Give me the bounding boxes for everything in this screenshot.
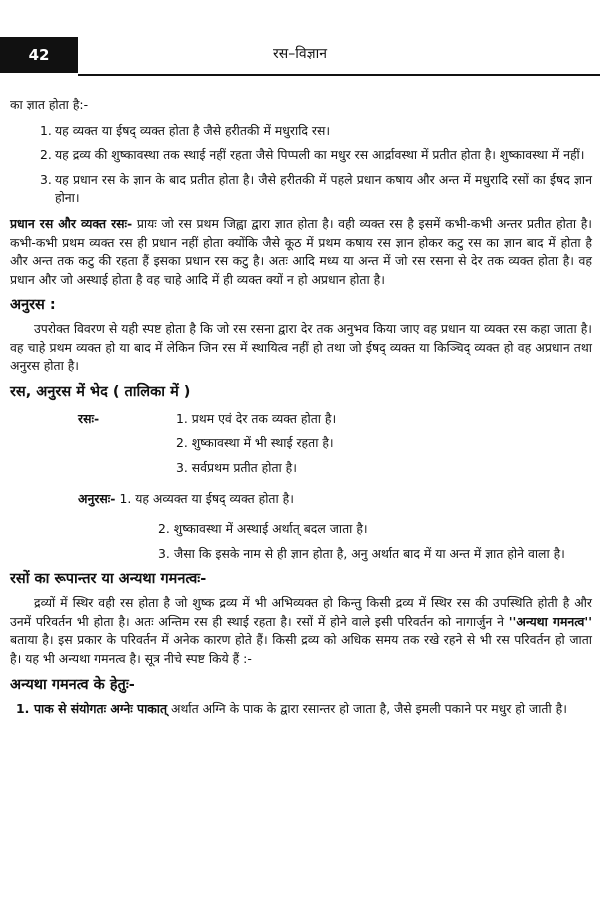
pradhan-lead: प्रधान रस और व्यक्त रसः- [10, 216, 133, 232]
cause-lead: पाक से संयोगतः अग्नेः पाकात् [34, 701, 168, 717]
pradhan-text: प्रायः जो रस प्रथम जिह्वा द्वारा ज्ञात होता है। वही व्यक्त रस है इसमें कभी-कभी अन्तर प्रतीत होता है। कभी-कभी प्रथम व्यक्त रस ही प्रधान नहीं होता क्योंकि जैसे कूठ में प्रथम कषाय रस ज्ञान होकर कटु रस का ज्ञान बाद में होता है और अन्त तक कटु की रहता हैं इसका प्रधान रस कटु है। अतः आदि मध्य या अन्त में जो रस रसना से देर तक व्यक्त होता है। वह प्रधान और जो अस्थाई होता है वह चाहे आदि में ही व्यक्त क्यों न हो अप्रधान होता है। [10, 216, 592, 287]
list-item: 3. सर्वप्रथम प्रतीत होता है। [176, 460, 297, 476]
list-item: 1. प्रथम एवं देर तक व्यक्त होता है। [176, 410, 337, 426]
anurasa-row [10, 490, 592, 515]
pradhan-paragraph [10, 215, 592, 289]
transformation-text: द्रव्यों में स्थिर वही रस होता है जो शुष्क द्रव्य में भी अभिव्यक्त हो किन्तु किसी द्रव्य में स्थिर रस की उपस्थिति होती है और उनमें परिवर्तन भी होता है। अतः अन्तिम रस ही स्थाई रहता है। रसों में होने वाले इसी परिवर्तन को नागार्जुन ने [10, 595, 592, 629]
rasa-items [176, 410, 592, 484]
running-title: रस–विज्ञान [273, 46, 327, 62]
list-number: 2. [158, 521, 170, 537]
list-number: 1. [119, 490, 132, 506]
transformation-paragraph [10, 594, 592, 668]
anurasa-label: अनुरसः- [78, 490, 116, 506]
anurasa-heading: अनुरस : [10, 297, 56, 314]
list-item [158, 545, 592, 564]
page-number: 42 [0, 37, 78, 73]
list-text: यह अव्यक्त या ईषद् व्यक्त होता है। [135, 490, 294, 506]
transformation-text-end: बताया है। इस प्रकार के परिवर्तन में अनेक कारण होते हैं। किसी द्रव्य को अधिक समय तक रखे रहने से भी रस परिवर्तन हो जाता है। यह भी अन्यथा गमनत्व है। सूत्र नीचे स्पष्ट किये हैं :- [10, 632, 592, 667]
difference-table [10, 410, 592, 564]
list-text: यह व्यक्त या ईषद् व्यक्त होता है जैसे हरीतकी में मधुरादि रस। [55, 122, 331, 138]
list-item [119, 490, 592, 509]
list-item: 2. शुष्कावस्था में भी स्थाई रहता है। [176, 435, 334, 451]
rasa-row [10, 410, 592, 484]
list-text: शुष्कावस्था में अस्थाई अर्थात् बदल जाता है। [173, 521, 368, 537]
difference-heading: रस, अनुरस में भेद ( तालिका में ) [10, 384, 191, 401]
quoted-term: ''अन्यथा गमनत्व'' [508, 613, 592, 629]
anurasa-paragraph: उपरोक्त विवरण से यही स्पष्ट होता है कि जो रस रसना द्वारा देर तक अनुभव किया जाए वह प्रधान या व्यक्त रस कहा जाता है। वह चाहे प्रथम व्यक्त हो या बाद में लेकिन जिन रस में स्थायित्व नहीं हो तथा जो ईषद् व्यक्त या किञ्चिद् व्यक्त हो वह अप्रधान तथा अनुरस होता है। [10, 321, 592, 374]
list-text: यह प्रधान रस के ज्ञान के बाद प्रतीत होता है। जैसे हरीतकी में पहले प्रधान कषाय और अन्त में मधुरादि रसों का ईषद ज्ञान होना। [55, 171, 592, 206]
list-text: यह द्रव्य की शुष्कावस्था तक स्थाई नहीं रहता जैसे पिप्पली का मधुर रस आर्द्रावस्था में प्रतीत होता है। शुष्कावस्था में नहीं। [55, 147, 585, 163]
list-item [10, 146, 592, 165]
list-item [10, 171, 592, 208]
anurasa-more-items [158, 520, 592, 563]
list-text: जैसा कि इसके नाम से ही ज्ञान होता है, अनु अर्थात बाद में या अन्त में ज्ञात होने वाला है। [174, 545, 565, 561]
rasa-label: रसः- [78, 410, 100, 426]
list-item [158, 520, 592, 539]
anurasa-items [115, 490, 592, 515]
list-item [10, 122, 592, 141]
list-number: 2. [40, 147, 52, 163]
page-header [0, 0, 600, 80]
list-number: 1. [40, 122, 52, 138]
list-number: 1. [16, 701, 30, 717]
causes-heading: अन्यथा गमनत्व के हेतुः- [10, 676, 135, 693]
transformation-heading: रसों का रूपान्तर या अन्यथा गमनत्वः- [10, 571, 207, 588]
cause-item [10, 700, 592, 719]
list-number: 3. [40, 171, 52, 187]
header-rule [78, 74, 600, 76]
intro-text: का ज्ञात होता है:- [10, 97, 89, 112]
list-number: 3. [158, 545, 170, 561]
page-body [10, 96, 592, 719]
cause-text: अर्थात अग्नि के पाक के द्वारा रसान्तर हो जाता है, जैसे इमली पकाने पर मधुर हो जाती है। [167, 701, 567, 717]
properties-list [10, 122, 592, 208]
